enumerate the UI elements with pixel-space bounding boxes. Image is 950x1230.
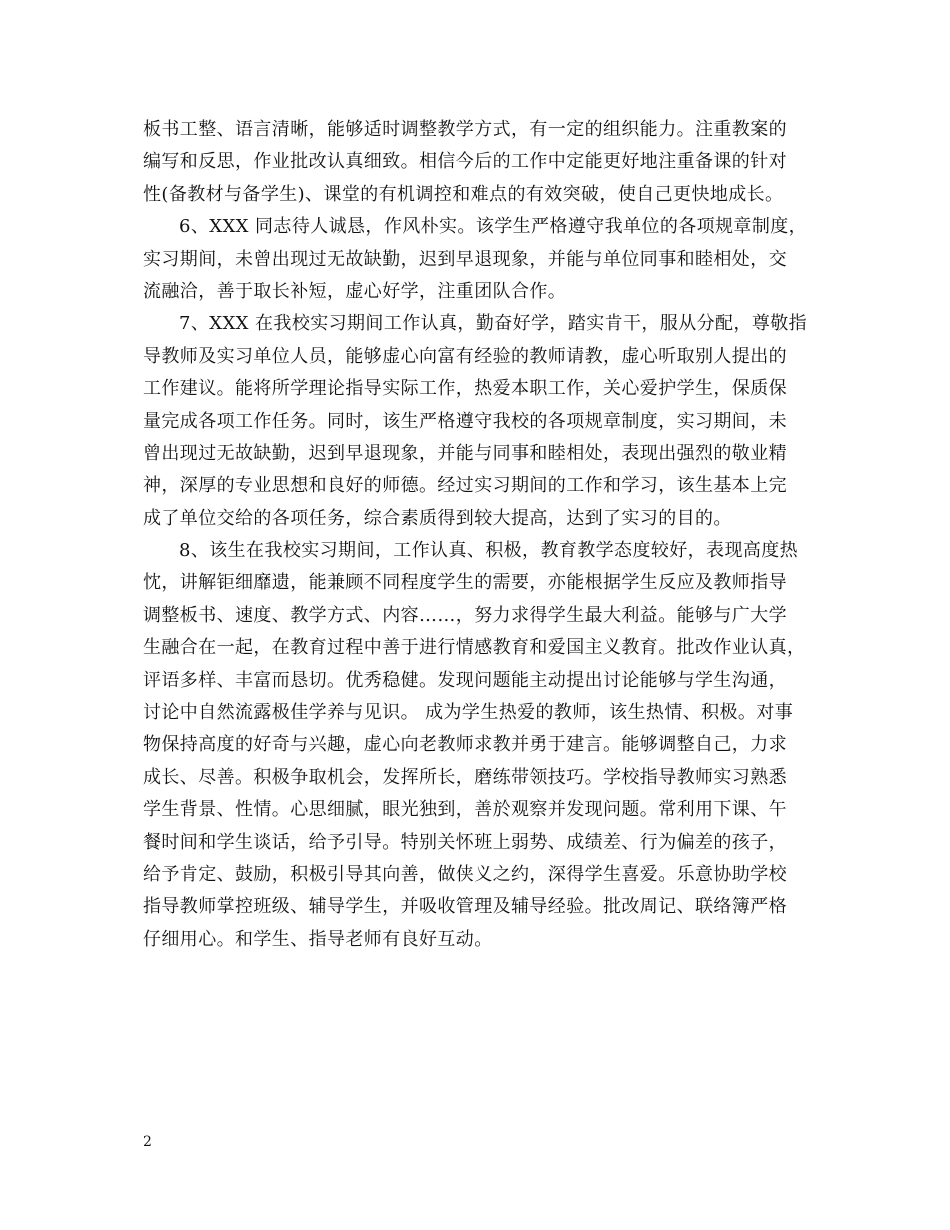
text-line: 成长、尽善。积极争取机会，发挥所长，磨练带领技巧。学校指导教师实习熟悉 (143, 766, 787, 788)
text-line: 仔细用心。和学生、指导老师有良好互动。 (143, 928, 493, 950)
paragraph-6-line: 6、XXX 同志待人诚恳，作风朴实。该学生严格遵守我单位的各项规章制度， (179, 216, 808, 238)
text-line: 忱，讲解钜细靡遗，能兼顾不同程度学生的需要，亦能根据学生反应及教师指导 (143, 572, 787, 594)
text-line: 板书工整、语言清晰，能够适时调整教学方式，有一定的组织能力。注重教案的 (143, 119, 787, 140)
text-line: 编写和反思，作业批改认真细致。相信今后的工作中定能更好地注重备课的针对 (143, 151, 787, 173)
text-line: 指导教师掌控班级、辅导学生，并吸收管理及辅导经验。批改周记、联络簿严格 (143, 896, 787, 918)
text-line: 流融洽，善于取长补短，虚心好学，注重团队合作。 (143, 280, 567, 302)
paragraph-8-line: 8、该生在我校实习期间，工作认真、积极，教育教学态度较好，表现高度热 (179, 540, 799, 562)
paragraph-7-line: 7、XXX 在我校实习期间工作认真，勤奋好学，踏实肯干，服从分配，尊敬指 (179, 313, 808, 335)
page-number: 2 (143, 1134, 152, 1150)
text-line: 成了单位交给的各项任务，综合素质得到较大提高，达到了实习的目的。 (143, 507, 732, 529)
text-line: 调整板书、速度、教学方式、内容……，努力求得学生最大利益。能够与广大学 (143, 604, 787, 626)
text-line: 神，深厚的专业思想和良好的师德。经过实习期间的工作和学习，该生基本上完 (143, 475, 787, 497)
text-line: 评语多样、丰富而恳切。优秀稳健。发现问题能主动提出讨论能够与学生沟通， (143, 669, 787, 691)
text-line: 物保持高度的好奇与兴趣，虚心向老教师求教并勇于建言。能够调整自己，力求 (143, 734, 787, 756)
text-line: 学生背景、性情。心思细腻，眼光独到，善於观察并发现问题。常利用下课、午 (143, 799, 787, 821)
document-body (143, 114, 823, 956)
text-line: 工作建议。能将所学理论指导实际工作，热爱本职工作，关心爱护学生，保质保 (143, 378, 787, 400)
text-line: 导教师及实习单位人员，能够虚心向富有经验的教师请教，虚心听取别人提出的 (143, 345, 787, 367)
text-line: 量完成各项工作任务。同时，该生严格遵守我校的各项规章制度，实习期间，未 (143, 410, 787, 432)
text-line: 性(备教材与备学生)、课堂的有机调控和难点的有效突破，使自己更快地成长。 (143, 183, 784, 205)
text-line: 实习期间，未曾出现过无故缺勤，迟到早退现象，并能与单位同事和睦相处，交 (143, 248, 787, 270)
text-line: 曾出现过无故缺勤，迟到早退现象，并能与同事和睦相处，表现出强烈的敬业精 (143, 442, 787, 464)
text-line: 生融合在一起，在教育过程中善于进行情感教育和爱国主义教育。批改作业认真， (143, 637, 806, 659)
text-line: 餐时间和学生谈话，给予引导。特别关怀班上弱势、成绩差、行为偏差的孩子， (143, 831, 787, 853)
text-line: 给予肯定、鼓励，积极引导其向善，做侠义之约，深得学生喜爱。乐意协助学校 (143, 863, 787, 885)
text-line: 讨论中自然流露极佳学养与见识。 成为学生热爱的教师，该生热情、积极。对事 (143, 702, 794, 724)
